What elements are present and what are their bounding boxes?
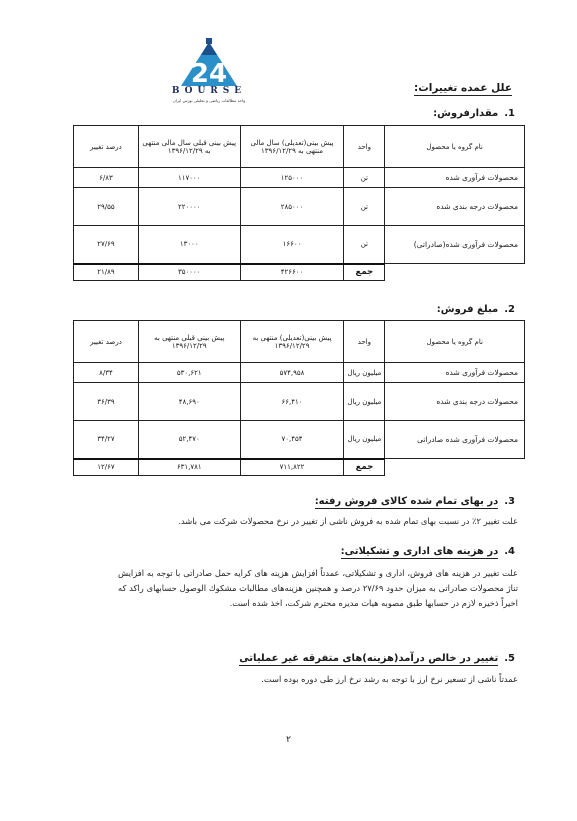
cell-forecast: ۱۶۶۰۰	[240, 226, 344, 264]
cell-unit: ﻣﻴﻠﻴﻮﻥ ﺭﻳﺎﻝ	[344, 421, 385, 459]
cell-product: ﻣﺤﺼﻮﻻﺕ ﺩﺭﺟﻪ ﺑﻨﺪﻯ ﺷﺪﻩ	[385, 383, 525, 421]
cell-previous: ۵۲,۴۷۰	[138, 421, 240, 459]
section-title-text: ﺩﺭ ﻫﺰﻳﻨﻪ ﻫﺎﻯ ﺍﺩﺍﺭﻯ ﻭ ﺗﺸﻜﻴﻼﺗﻰ:	[340, 546, 499, 557]
logo-wordmark: BOURSE	[171, 86, 247, 96]
cell-forecast: ۱۲۵۰۰۰	[240, 168, 344, 188]
svg-text:24: 24	[190, 59, 228, 88]
table-total-row	[74, 459, 525, 476]
section-number: 5.	[504, 653, 515, 664]
cell-previous: ۱۳۰۰۰	[138, 226, 240, 264]
page-heading: ﻋﻠﻞ ﻋﻤﺪﻩ ﺗﻐﻴﻴﺮﺍﺕ:	[414, 82, 512, 94]
header-previous: ﭘﻴﺶ ﺑﻴﻨﻰ ﻗﺒﻠﻰ ﺳﺎﻝ ﻣﺎﻟﻰ ﻣﻨﺘﻬﻰ ﺑﻪ ۱۳۹۶/۱۲/۲۹	[138, 126, 240, 168]
page-number: ۲	[286, 735, 291, 745]
section-title-text: ﻣﻘﺪﺍﺭﻓﺮﻭﺵ:	[433, 108, 499, 119]
total-previous: ۳۵۰۰۰۰	[138, 264, 240, 281]
cell-unit: ﺗﻦ	[344, 188, 385, 226]
header-forecast: ﭘﻴﺶ ﺑﻴﻨﻰ(ﺗﻌﺪﻳﻠﻰ) ﻣﻨﺘﻬﻰ ﺑﻪ ۱۳۹۶/۱۲/۲۹	[240, 321, 344, 363]
cell-change: ۳۶/۳۹	[74, 383, 139, 421]
cell-forecast: ۶۶,۴۱۰	[240, 383, 344, 421]
cell-product: ﻣﺤﺼﻮﻻﺕ ﺩﺭﺟﻪ ﺑﻨﺪﻯ ﺷﺪﻩ	[385, 188, 525, 226]
header-change: ﺩﺭﺻﺪ ﺗﻐﻴﻴﺮ	[74, 321, 139, 363]
sales-amount-table	[73, 320, 525, 476]
cell-product: ﻣﺤﺼﻮﻻﺕ ﻓﺮﺁﻭﺭﻯ ﺷﺪﻩ	[385, 168, 525, 188]
cell-unit: ﻣﻴﻠﻴﻮﻥ ﺭﻳﺎﻝ	[344, 363, 385, 383]
header-forecast: ﭘﻴﺶ ﺑﻴﻨﻰ(ﺗﻌﺪﻳﻠﻰ) ﺳﺎﻝ ﻣﺎﻟﻰ ﻣﻨﺘﻬﻰ ﺑﻪ ۱۳۹۶/۱۲/۲۹	[240, 126, 344, 168]
table-row	[74, 226, 525, 264]
cell-previous: ۱۱۷۰۰۰	[138, 168, 240, 188]
section-3-title	[315, 496, 515, 507]
table-header-row	[74, 321, 525, 363]
section-2-title	[437, 304, 515, 315]
table-row	[74, 383, 525, 421]
cell-previous: ۴۸,۶۹۰	[138, 383, 240, 421]
cell-product: ﻣﺤﺼﻮﻻﺕ ﻓﺮﺁﻭﺭﻯ ﺷﺪﻩ ﺻﺎﺩﺭﺍﺗﻰ	[385, 421, 525, 459]
table-row	[74, 363, 525, 383]
section-number: 1.	[504, 108, 515, 119]
table-row	[74, 188, 525, 226]
cell-unit: ﻣﻴﻠﻴﻮﻥ ﺭﻳﺎﻝ	[344, 383, 385, 421]
cell-change: ۲۹/۵۵	[74, 188, 139, 226]
total-label: ﺟﻤﻊ	[344, 264, 385, 281]
cell-unit: ﺗﻦ	[344, 168, 385, 188]
total-forecast: ۷۱۱,۸۲۲	[240, 459, 344, 476]
cell-forecast: ۷۰,۴۵۴	[240, 421, 344, 459]
section-1-title	[433, 108, 515, 119]
cell-change: ۶/۸۳	[74, 168, 139, 188]
section-4-title	[341, 546, 515, 557]
logo-subtitle: ﻭﺍﺣﺪ ﻣﻄﺎﻟﻌﺎﺕ ﺭﻳﺎﺿﻰ ﻭ ﺗﺤﻠﻴﻠﻰ ﺑﻮﺭﺱ ﺍﻳﺮﺍﻥ	[172, 98, 246, 103]
header-previous: ﭘﻴﺶ ﺑﻴﻨﻰ ﻗﺒﻠﻰ ﻣﻨﺘﻬﻰ ﺑﻪ ۱۳۹۶/۱۲/۲۹	[138, 321, 240, 363]
section-number: 3.	[504, 496, 515, 507]
cell-previous: ۵۳۰,۶۲۱	[138, 363, 240, 383]
header-change: ﺩﺭﺻﺪ ﺗﻐﻴﻴﺮ	[74, 126, 139, 168]
section-title-text: ﻣﺒﻠﻎ ﻓﺮﻭﺵ:	[436, 304, 499, 315]
cell-forecast: ۵۷۴,۹۵۸	[240, 363, 344, 383]
cell-change: ۳۴/۲۷	[74, 421, 139, 459]
total-label: ﺟﻤﻊ	[344, 459, 385, 476]
header-unit: ﻭﺍﺣﺪ	[344, 126, 385, 168]
cell-previous: ۲۲۰۰۰۰	[138, 188, 240, 226]
bourse-logo	[155, 38, 263, 108]
cell-unit: ﺗﻦ	[344, 226, 385, 264]
cell-change: ۸/۳۴	[74, 363, 139, 383]
header-unit: ﻭﺍﺣﺪ	[344, 321, 385, 363]
table-header-row	[74, 126, 525, 168]
cell-product: ﻣﺤﺼﻮﻻﺕ ﻓﺮﺁﻭﺭﻯ ﺷﺪﻩ(ﺻﺎﺩﺭﺍﺗﻰ)	[385, 226, 525, 264]
section-5-text: ﻋﻤﺪﺗﺎً ﻧﺎﺷﻰ ﺍﺯ ﺗﺴﻌﻴﺮ ﻧﺮﺥ ﺍﺭﺯ ﺑﺎ ﺗﻮﺟﻪ ﺑﻪ ﺭﺷﺪ ﻧﺮﺥ ﺍﺭﺯ ﻃﻰ ﺩﻭﺭﻩ ﺑﻮﺩﻩ ﺍﺳﺖ.	[261, 674, 518, 684]
table-total-row	[74, 264, 525, 281]
logo-mark-icon	[155, 38, 263, 88]
table-row	[74, 421, 525, 459]
cell-change: ۲۷/۶۹	[74, 226, 139, 264]
section-title-text: ﺩﺭ ﺑﻬﺎﻯ ﺗﻤﺎﻡ ﺷﺪﻩ ﻛﺎﻻﻯ ﻓﺮﻭﺵ ﺭﻓﺘﻪ:	[314, 496, 499, 507]
table-row	[74, 168, 525, 188]
header-product: ﻧﺎﻡ ﮔﺮﻭﻩ ﻳﺎ ﻣﺤﺼﻮﻝ	[385, 321, 525, 363]
total-previous: ۶۳۱,۷۸۱	[138, 459, 240, 476]
section-number: 2.	[504, 304, 515, 315]
total-change: ۱۲/۶۷	[74, 459, 139, 476]
cell-product: ﻣﺤﺼﻮﻻﺕ ﻓﺮﺁﻭﺭﻯ ﺷﺪﻩ	[385, 363, 525, 383]
section-title-text: ﺗﻐﻴﻴﺮ ﺩﺭ ﺧﺎﻟﺺ ﺩﺭﺁﻣﺪ(ﻫﺰﻳﻨﻪ)ﻫﺎﻯ ﻣﺘﻔﺮﻗﻪ ﻏﻴﺮ ﻋﻤﻠﻴﺎﺗﻰ	[239, 653, 499, 664]
section-3-text: ﻋﻠﺖ ﺗﻐﻴﻴﺮ ۲٪ ﺩﺭ ﻧﺴﺒﺖ ﺑﻬﺎﻯ ﺗﻤﺎﻡ ﺷﺪﻩ ﺑﻪ ﻓﺮﻭﺵ ﻧﺎﺷﻰ ﺍﺯ ﺗﻐﻴﻴﺮ ﺩﺭ ﻧﺮﺥ ﻣﺤﺼﻮﻻﺕ ﺷﺮﻛﺖ ﻣﻰ ﺑﺎﺷﺪ.	[178, 516, 518, 526]
sales-quantity-table	[73, 125, 525, 281]
section-number: 4.	[504, 546, 515, 557]
section-5-title	[239, 653, 515, 664]
total-forecast: ۴۲۶۶۰۰	[240, 264, 344, 281]
cell-forecast: ۲۸۵۰۰۰	[240, 188, 344, 226]
total-change: ۲۱/۸۹	[74, 264, 139, 281]
header-product: ﻧﺎﻡ ﮔﺮﻭﻩ ﻳﺎ ﻣﺤﺼﻮﻝ	[385, 126, 525, 168]
section-4-text: ﻋﻠﺖ ﺗﻐﻴﻴﺮ ﺩﺭ ﻫﺰﻳﻨﻪ ﻫﺎﻯ ﻓﺮﻭﺵ، ﺍﺩﺍﺭﻯ ﻭ ﺗﺸﻜﻴﻼﺗﻰ، ﻋﻤﺪﺗﺎً ﺍﻓﺰﺍﻳﺶ ﻫﺰﻳﻨﻪ ﻫﺎﻯ ﻛﺮﺍﻳﻪ ﺣﻤﻞ ﺻﺎﺩﺭﺍﺗﻰ ﺑﺎ ﺗﻮﺟﻪ ﺑﻪ ﺍﻓﺰﺍﻳﺶ ﺗﻨﺎﮊ ﻣﺤﺼﻮﻻﺕ ﺻﺎﺩﺭﺍﺗﻰ ﺑﻪ ﻣﻴﺰﺍﻥ ﺣﺪﻭﺩ ۲۷/۶۹ ﺩﺭﺻﺪ ﻭ ﻫﻤﭽﻨﻴﻦ ﻫﺰﻳﻨﻪﻫﺎﻯ ﻣﻄﺎﻟﺒﺎﺕ ﻣﺸﻜﻮﻙ ﺍﻟﻮﺻﻮﻝ ﺣﺴﺎﺑﻬﺎﻯ ﺭﺍﻛﺪ ﻛﻪ ﺍﺧﻴﺮﺍً ﺫﺧﻴﺮﻩ ﻻﺯﻡ ﺩﺭ ﺣﺴﺎﺑﻬﺎ ﻃﺒﻖ ﻣﺼﻮﺑﻪ ﻫﻴﺎﺕ ﻣﺪﻳﺮﻩ ﻣﺤﺘﺮﻡ ﺷﺮﻛﺖ، ﺍﺧﺬ ﺷﺪﻩ ﺍﺳﺖ.	[118, 568, 518, 608]
